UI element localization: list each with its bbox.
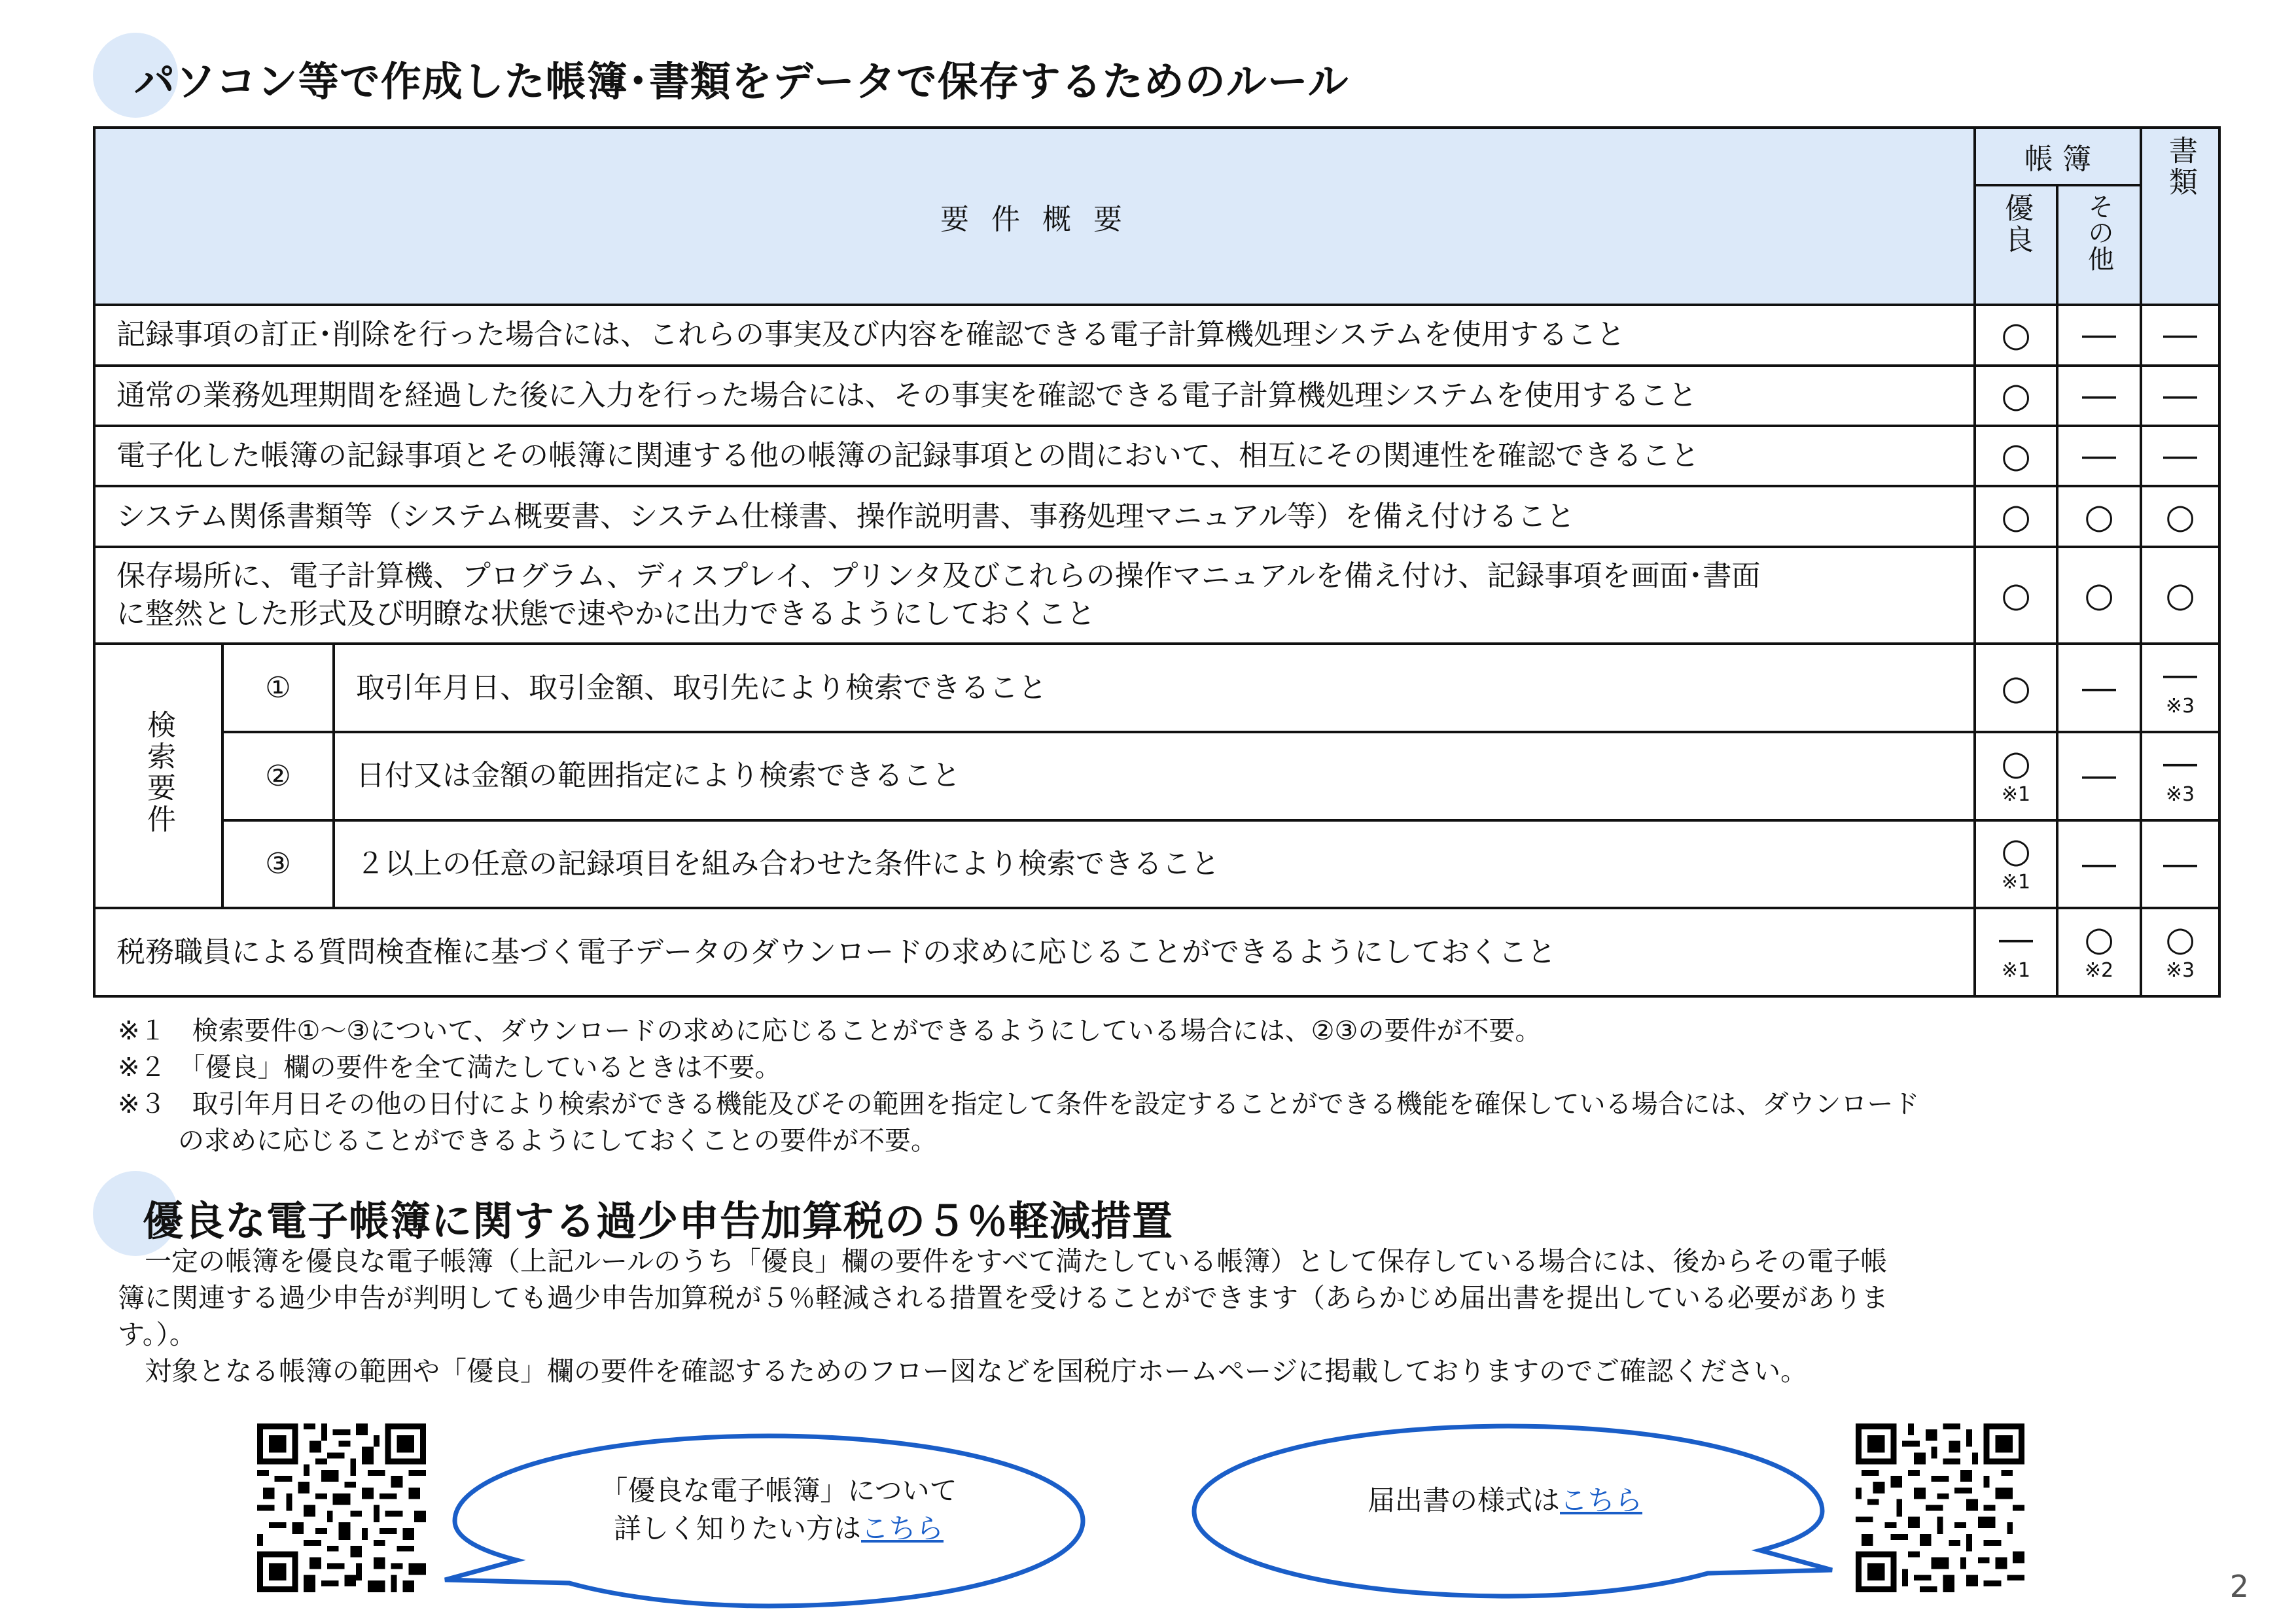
table-row: [94, 486, 2219, 546]
footnote-3-continued: の求めに応じることができるようにしておくことの要件が不要。: [178, 1126, 937, 1156]
mark-docs: ○: [2165, 576, 2195, 616]
search-requirements-cell: [94, 644, 222, 908]
header-docs: 書類: [2164, 135, 2198, 198]
mark-docs: ―: [2163, 655, 2198, 695]
search-item-text: ２以上の任意の記録項目を組み合わせた条件により検索できること: [334, 820, 1975, 909]
mark-other: ―: [2082, 436, 2117, 476]
requirement-text: システム関係書類等（システム概要書、システム仕様書、操作説明書、事務処理マニュアル等）を備え付けること: [94, 486, 1975, 546]
note-ref: ※1: [2001, 782, 2031, 806]
table-row: [94, 305, 2219, 365]
bubble-left-line1: 「優良な電子帳簿」について: [600, 1475, 957, 1507]
paragraph-line: 対象となる帳簿の範囲や「優良」欄の要件を確認するためのフロー図などを国税庁ホームページに掲載しておりますのでご確認ください。: [118, 1355, 1808, 1387]
table-row: [94, 732, 2219, 820]
mark-docs: ○: [2165, 497, 2195, 536]
rules-table: [93, 126, 2221, 998]
requirement-text: 税務職員による質問検査権に基づく電子データのダウンロードの求めに応じることができるようにしておくこと: [94, 908, 1975, 996]
search-item-number: ①: [222, 644, 334, 732]
paragraph-line: 一定の帳簿を優良な電子帳簿（上記ルールのうち「優良」欄の要件をすべて満たしている帳簿）として保存している場合には、後からその電子帳: [118, 1246, 1888, 1277]
note-ref: ※2: [2084, 959, 2114, 983]
mark-docs: ―: [2163, 844, 2198, 884]
header-books: 帳 簿: [1975, 128, 2141, 185]
search-item-text: 日付又は金額の範囲指定により検索できること: [334, 732, 1975, 820]
mark-docs: ―: [2163, 436, 2198, 476]
search-item-number: ②: [222, 732, 334, 820]
mark-yuryo: ○: [2001, 576, 2031, 616]
footnote-1: ※１ 検索要件①～③について、ダウンロードの求めに応じることができるようにしている場合には、②③の要件が不要。: [118, 1016, 1542, 1046]
note-ref: ※1: [2001, 871, 2031, 894]
page-number: 2: [2229, 1569, 2249, 1604]
link-notification-form[interactable]: こちら: [1560, 1484, 1643, 1516]
mark-other: ―: [2082, 668, 2117, 708]
footnote-3: ※３ 取引年月日その他の日付により検索ができる機能及びその範囲を指定して条件を設定することができる機能を確保している場合には、ダウンロード: [118, 1089, 1920, 1119]
mark-other: ○: [2084, 497, 2114, 536]
header-docs-cell: [2141, 128, 2219, 305]
header-other: その他: [2083, 193, 2114, 272]
qr-code-icon[interactable]: [1856, 1423, 2024, 1592]
bubble-right-text: [1302, 1482, 1708, 1520]
header-yuryo-cell: [1975, 185, 2057, 305]
bubble-left-prefix: 詳しく知りたい方は: [613, 1512, 861, 1544]
paragraph-line: 簿に関連する過少申告が判明しても過少申告加算税が５％軽減される措置を受けることができます（あらかじめ届出書を提出している必要がありま: [118, 1282, 1888, 1314]
footnotes: [118, 1013, 2212, 1159]
mark-other: ―: [2082, 844, 2117, 884]
table-row: [94, 820, 2219, 909]
header-other-cell: [2057, 185, 2141, 305]
note-ref: ※1: [2001, 959, 2031, 983]
mark-yuryo: ○: [2001, 436, 2031, 476]
requirement-text: 記録事項の訂正･削除を行った場合には、これらの事実及び内容を確認できる電子計算機処理システムを使用すること: [94, 305, 1975, 365]
mark-other: ○: [2084, 576, 2114, 616]
note-ref: ※3: [2165, 782, 2195, 806]
mark-docs: ○: [2165, 920, 2195, 960]
mark-other: ―: [2082, 375, 2117, 415]
qr-code-icon[interactable]: [257, 1423, 426, 1592]
mark-docs: ―: [2163, 743, 2198, 783]
note-ref: ※3: [2165, 695, 2195, 718]
requirement-line: 保存場所に、電子計算機、プログラム、ディスプレイ、プリンタ及びこれらの操作マニュアルを備え付け、記録事項を画面･書面: [116, 559, 1761, 593]
section-title-tax-reduction: 優良な電子帳簿に関する過少申告加算税の５％軽減措置: [143, 1197, 1174, 1245]
requirement-text-multiline: [94, 547, 1975, 644]
mark-other: ―: [2082, 315, 2117, 355]
search-requirements-label: 検索要件: [142, 709, 175, 835]
requirement-line: に整然とした形式及び明瞭な状態で速やかに出力できるようにしておくこと: [116, 597, 1095, 631]
link-yuryo-details[interactable]: こちら: [861, 1512, 944, 1544]
bubble-left-text: [576, 1472, 981, 1548]
footnote-2: ※２ 「優良」欄の要件を全て満たしているときは不要。: [118, 1053, 781, 1083]
mark-yuryo: ○: [2001, 315, 2031, 355]
mark-yuryo: ○: [2001, 668, 2031, 708]
table-row: [94, 644, 2219, 732]
body-text: [118, 1243, 2208, 1389]
requirement-text: 通常の業務処理期間を経過した後に入力を行った場合には、その事実を確認できる電子計算機処理システムを使用すること: [94, 366, 1975, 426]
mark-yuryo: ○: [2001, 375, 2031, 415]
mark-yuryo: ○: [2001, 831, 2031, 871]
search-item-text: 取引年月日、取引金額、取引先により検索できること: [334, 644, 1975, 732]
note-ref: ※3: [2165, 959, 2195, 983]
mark-docs: ―: [2163, 375, 2198, 415]
table-row: [94, 908, 2219, 996]
search-item-number: ③: [222, 820, 334, 909]
header-summary: 要 件 概 要: [94, 128, 1975, 305]
mark-docs: ―: [2163, 315, 2198, 355]
bubble-right-prefix: 届出書の様式は: [1367, 1484, 1560, 1516]
mark-other: ―: [2082, 756, 2117, 796]
bubble-left-line2: [576, 1510, 981, 1548]
mark-other: ○: [2084, 920, 2114, 960]
mark-yuryo: ○: [2001, 743, 2031, 783]
mark-yuryo: ―: [1999, 920, 2034, 960]
table-row: [94, 426, 2219, 486]
table-row: [94, 547, 2219, 644]
mark-yuryo: ○: [2001, 497, 2031, 536]
table-row: [94, 366, 2219, 426]
section-title-rules: パソコン等で作成した帳簿･書類をデータで保存するためのルール: [134, 58, 1349, 105]
header-yuryo: 優良: [2000, 193, 2034, 256]
requirement-text: 電子化した帳簿の記録事項とその帳簿に関連する他の帳簿の記録事項との間において、相互にその関連性を確認できること: [94, 426, 1975, 486]
paragraph-line: す。）。: [118, 1319, 196, 1350]
